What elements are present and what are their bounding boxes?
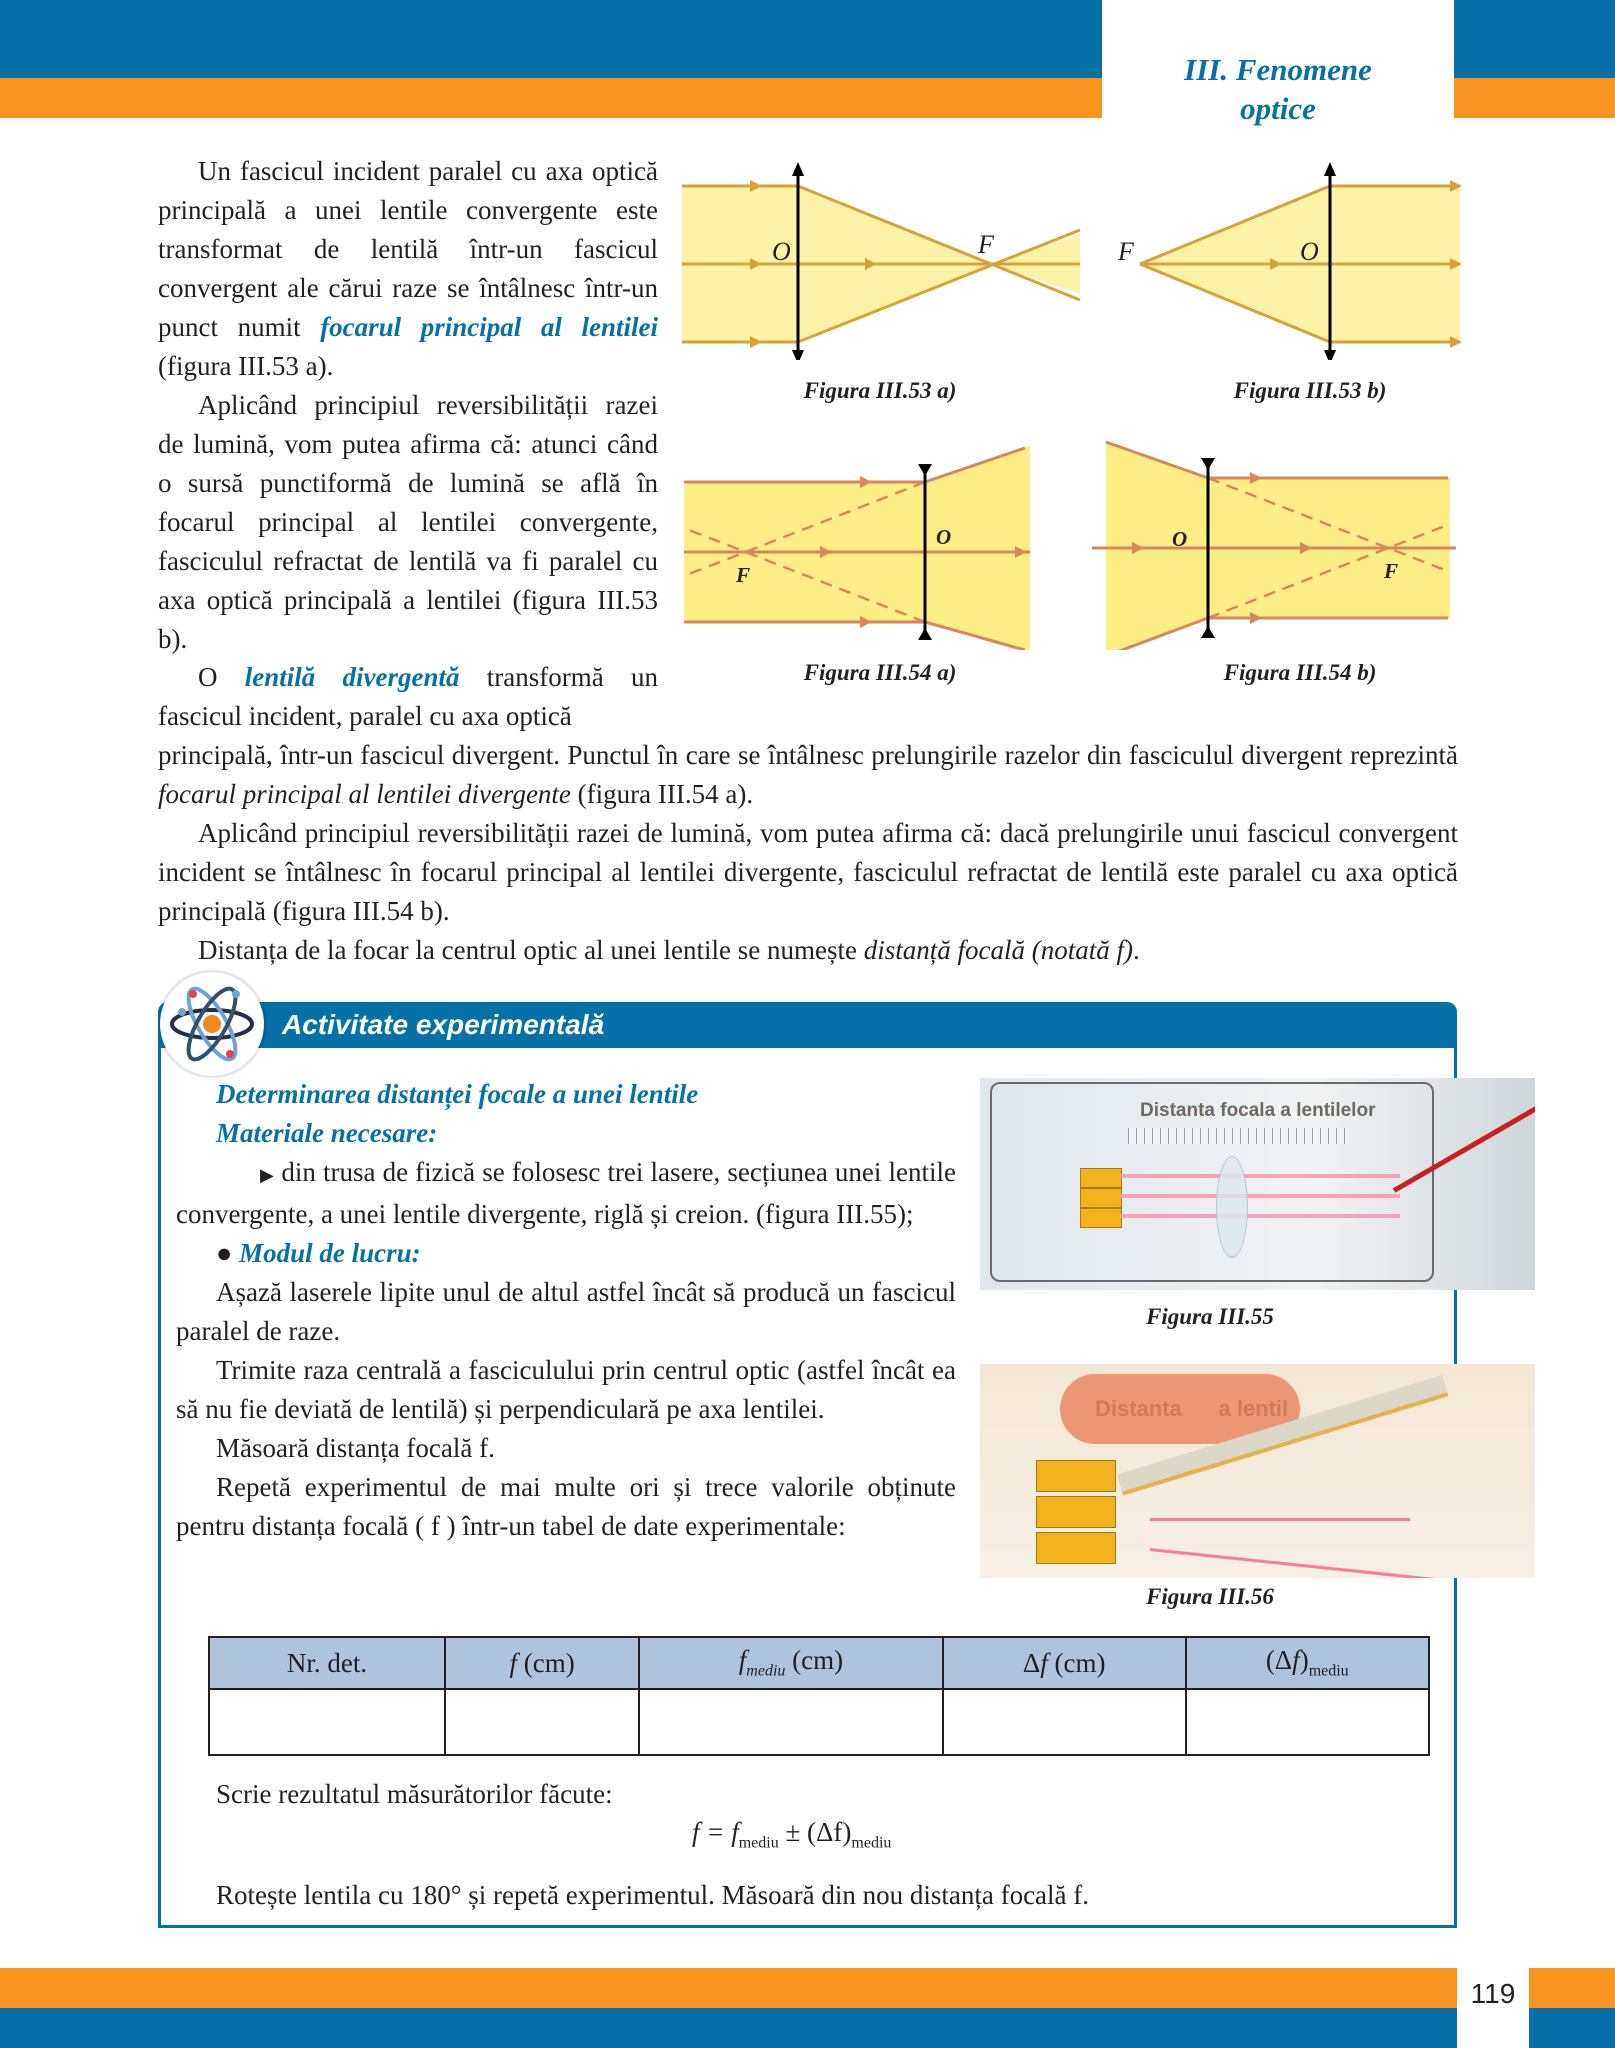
step-3: Măsoară distanța focală f. — [216, 1433, 495, 1463]
photo-fig56 — [980, 1364, 1535, 1578]
materials-label: Materiale necesare: — [216, 1118, 438, 1148]
table-row — [209, 1689, 1429, 1755]
formula-lhs: f = f — [692, 1817, 739, 1847]
header-nr-det: Nr. det. — [209, 1637, 445, 1689]
footer-band-blue — [0, 2008, 1615, 2048]
f-mediu-unit: (cm) — [785, 1645, 844, 1676]
fig54b-label-o: O — [1172, 527, 1188, 551]
paragraph-convergent — [158, 152, 658, 386]
p1-text: Un fascicul incident paralel cu axa optică principală a unei lentile convergente este transformat de lentilă într-un fascicul convergent ale cărui raze se întâlnesc într-un punct numit — [158, 156, 658, 342]
formula-sub1: mediu — [738, 1834, 779, 1852]
method-label: Modul de lucru: — [239, 1238, 421, 1268]
experimental-data-table — [208, 1636, 1430, 1756]
p5-italic: distanță focală (notată f) — [863, 935, 1133, 965]
fig54b-caption: Figura III.54 b) — [1223, 660, 1377, 685]
fig54a-label-o: O — [936, 525, 952, 549]
materials-text: din trusa de fizică se folosesc trei lasere, secțiunea unei lentile convergente, a unei lentile divergente, riglă și creion. (figura III.55); — [176, 1157, 957, 1229]
p3-tail: (figura III.54 a). — [570, 779, 754, 809]
fig55-board-title: Distanta focala a lentilelor — [1140, 1100, 1376, 1121]
cell-f[interactable] — [445, 1689, 639, 1755]
header-delta-f: Δf (cm) — [943, 1637, 1186, 1689]
page-number: 119 — [1470, 1978, 1516, 2009]
p1-tail: (figura III.53 a). — [158, 351, 334, 381]
cell-delta-f[interactable] — [943, 1689, 1186, 1755]
p3-text: transformă un fascicul incident, paralel cu axa optică — [158, 662, 658, 731]
figure-53b-diagram — [1110, 160, 1470, 360]
page-number-box — [1457, 1968, 1529, 2048]
p3-italic: focarul principal al lentilei divergente — [158, 779, 571, 809]
activity-title: Activitate experimentală — [282, 1009, 605, 1040]
table-header-row — [209, 1637, 1429, 1689]
fig53a-label-f: F — [978, 230, 994, 259]
result-formula — [692, 1812, 891, 1863]
delta-mediu-sub: mediu — [1308, 1662, 1349, 1680]
cell-nr-det[interactable] — [209, 1689, 445, 1755]
result-label: Scrie rezultatul măsurătorilor făcute: — [216, 1779, 613, 1809]
chapter-title-line2: optice — [1240, 91, 1316, 126]
formula-sub2: mediu — [851, 1834, 892, 1852]
footer-band-orange — [0, 1968, 1615, 2008]
step-1: Așază laserele lipite unul de altul astfel încât să producă un fascicul paralel de raze. — [176, 1277, 956, 1346]
intro-column — [158, 152, 658, 659]
figure-53a-diagram — [680, 160, 1100, 360]
fig55-caption: Figura III.55 — [1146, 1304, 1274, 1329]
figure-54a-diagram — [680, 440, 1040, 650]
p5-tail: . — [1133, 935, 1140, 965]
header-delta-f-mediu: $(\Delta f)_{mediu}$ — [1186, 1637, 1430, 1689]
cell-delta-f-mediu[interactable] — [1186, 1689, 1430, 1755]
paragraph-focal-distance — [158, 931, 1458, 970]
fig53b-caption: Figura III.53 b) — [1233, 378, 1387, 403]
chapter-title-line1: III. Fenomene — [1184, 52, 1372, 87]
f-symbol: f — [738, 1645, 747, 1676]
activity-content — [176, 1075, 956, 1546]
step-4: Repetă experimentul de mai multe ori și trece valorile obținute pentru distanța focală ( f ) într-un tabel de date experimentale: — [176, 1472, 956, 1541]
fig53a-label-o: O — [772, 237, 791, 266]
fig53b-label-o: O — [1300, 237, 1319, 266]
header-f: f (cm) — [445, 1637, 639, 1689]
final-step: Rotește lentila cu 180° și repetă experimentul. Măsoară din nou distanța focală f. — [216, 1880, 1090, 1910]
fig53b-label-f: F — [1118, 237, 1134, 266]
fig54b-label-f: F — [1384, 559, 1399, 583]
paragraph-divergent — [158, 658, 1458, 970]
formula-mid: ± (Δf) — [778, 1817, 852, 1847]
figure-54b-diagram — [1090, 430, 1470, 650]
p3-continuation: principală, într-un fascicul divergent. Punctul în care se întâlnesc prelungirile razelor din fasciculul divergent reprezintă focarul principal al lentilei divergente (figura III.54 a). — [158, 740, 1458, 809]
fig53a-caption: Figura III.53 a) — [803, 378, 957, 403]
step-2: Trimite raza centrală a fasciculului prin centrul optic (astfel încât ea să nu fie deviată de lentilă) și perpendiculară pe axa lentilei. — [176, 1355, 956, 1424]
f-mediu-sub: mediu — [746, 1662, 786, 1680]
paragraph-reversibility-2: Aplicând principiul reversibilității razei de lumină, vom putea afirma că: dacă prelungirile unui fascicul convergent incident se întâlnesc în focarul principal al lentilei divergente, fasciculul refractat de lentilă este paralel cu axa optică principală (figura III.54 b). — [158, 818, 1458, 926]
atom-icon — [160, 972, 264, 1076]
p5-text: Distanța de la focar la centrul optic al unei lentile se numește — [198, 935, 864, 965]
fig56-caption: Figura III.56 — [1146, 1584, 1274, 1609]
term-divergent-lens: lentilă divergentă — [244, 662, 460, 692]
header-f-mediu — [639, 1637, 943, 1689]
activity-subtitle: Determinarea distanței focale a unei lentile — [216, 1079, 699, 1109]
fig54a-caption: Figura III.54 a) — [803, 660, 957, 685]
bullet-icon: ● — [216, 1238, 233, 1268]
cell-f-mediu[interactable] — [639, 1689, 943, 1755]
triangle-bullet-icon: ▶ — [260, 1165, 275, 1185]
photo-fig55 — [980, 1078, 1535, 1290]
fig54a-label-f: F — [736, 563, 751, 587]
chapter-title — [1102, 0, 1454, 126]
term-focal-point: focarul principal al lentilei — [320, 312, 658, 342]
p3-lead: O — [198, 662, 245, 692]
paragraph-reversibility-1: Aplicând principiul reversibilității razei de lumină, vom putea afirma că: atunci când o sursă punctiformă de lumină se află în focarul principal al lentilei convergente, fasciculul refractat de lentilă va fi paralel cu axa optică principală a lentilei (figura III.53 b). — [158, 390, 658, 654]
